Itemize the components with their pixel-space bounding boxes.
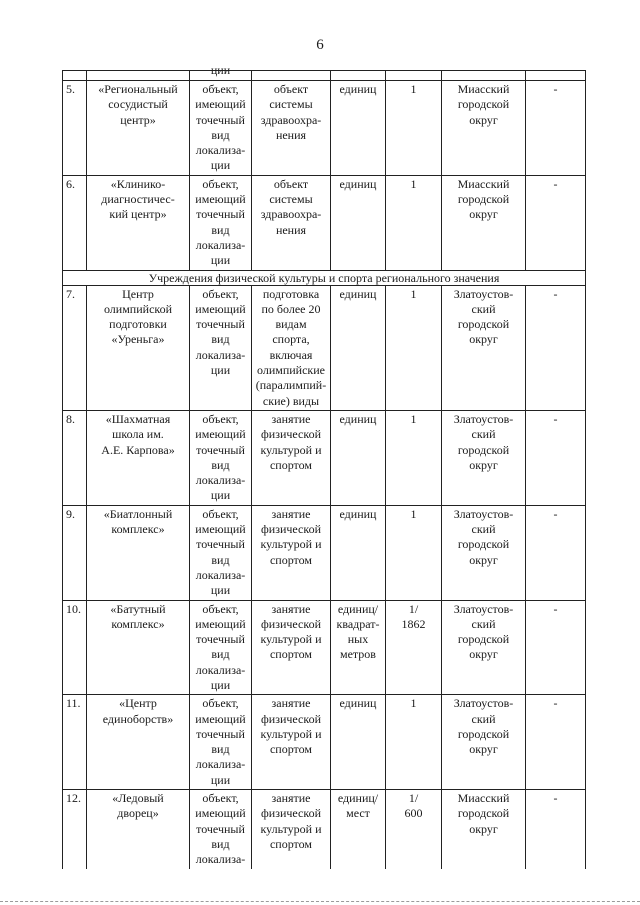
cell-type: объект, имеющий точечный вид локализа- ции xyxy=(190,285,252,410)
cell-type: объект, имеющий точечный вид локализа- xyxy=(190,790,252,869)
cell-location: Златоустов- ский городской округ xyxy=(442,410,526,505)
cell-unit: единиц xyxy=(331,505,386,600)
table-row xyxy=(63,505,586,600)
cell-unit: единиц xyxy=(331,175,386,270)
objects-table xyxy=(62,63,586,869)
cell-name: «Шахматная школа им. А.Е. Карпова» xyxy=(87,410,190,505)
cell-qty: 1 xyxy=(386,505,442,600)
cell-zone: - xyxy=(526,81,586,176)
cell-num: 10. xyxy=(63,600,87,695)
cell-location: Златоустов- ский городской округ xyxy=(442,600,526,695)
cell-purpose: объект системы здравоохра- нения xyxy=(252,175,331,270)
table-row xyxy=(63,695,586,790)
cell-zone xyxy=(526,71,586,81)
cell-qty: 1 xyxy=(386,175,442,270)
cell-location: Миасский городской округ xyxy=(442,175,526,270)
cell-zone: - xyxy=(526,175,586,270)
cell-num: 11. xyxy=(63,695,87,790)
cell-zone: - xyxy=(526,505,586,600)
cell-location: Златоустов- ский городской округ xyxy=(442,285,526,410)
page-number: 6 xyxy=(316,37,324,53)
cell-qty: 1/ 1862 xyxy=(386,600,442,695)
cell-qty: 1 xyxy=(386,285,442,410)
cell-unit: единиц/ мест xyxy=(331,790,386,869)
cell-purpose: объект системы здравоохра- нения xyxy=(252,81,331,176)
cell-purpose: занятие физической культурой и спортом xyxy=(252,695,331,790)
cell-qty xyxy=(386,71,442,81)
cell-zone: - xyxy=(526,285,586,410)
continuation-row xyxy=(63,71,586,81)
cell-location: Златоустов- ский городской округ xyxy=(442,695,526,790)
cell-unit: единиц xyxy=(331,81,386,176)
cell-type: объект, имеющий точечный вид локализа- ции xyxy=(190,600,252,695)
cell-purpose: занятие физической культурой и спортом xyxy=(252,410,331,505)
table-row xyxy=(63,600,586,695)
table-body xyxy=(63,63,586,869)
cell-purpose: подготовка по более 20 видам спорта, включая олимпийские (паралимпий- ские) виды xyxy=(252,285,331,410)
cell-type: объект, имеющий точечный вид локализа- ции xyxy=(190,505,252,600)
cell-unit xyxy=(331,71,386,81)
cell-location xyxy=(442,71,526,81)
scan-edge-line xyxy=(0,901,640,902)
cell-unit: единиц xyxy=(331,285,386,410)
cell-type: объект, имеющий точечный вид локализа- ции xyxy=(190,410,252,505)
cell-name: «Батутный комплекс» xyxy=(87,600,190,695)
cell-num: 5. xyxy=(63,81,87,176)
cell-location: Миасский городской округ xyxy=(442,790,526,869)
cell-num: 8. xyxy=(63,410,87,505)
cell-purpose: занятие физической культурой и спортом xyxy=(252,505,331,600)
table-row xyxy=(63,790,586,869)
cell-qty: 1 xyxy=(386,81,442,176)
cell-num xyxy=(63,71,87,81)
cell-num: 9. xyxy=(63,505,87,600)
cell-num: 12. xyxy=(63,790,87,869)
cell-qty: 1 xyxy=(386,695,442,790)
section-title: Учреждения физической культуры и спорта регионального значения xyxy=(63,270,586,285)
cell-name: «Ледовый дворец» xyxy=(87,790,190,869)
cell-zone: - xyxy=(526,600,586,695)
cell-purpose: занятие физической культурой и спортом xyxy=(252,600,331,695)
cell-location: Златоустов- ский городской округ xyxy=(442,505,526,600)
cell-unit: единиц/ квадрат- ных метров xyxy=(331,600,386,695)
cell-type: объект, имеющий точечный вид локализа- ции xyxy=(190,81,252,176)
continuation-text: ции xyxy=(210,63,231,77)
cell-name: «Региональный сосудистый центр» xyxy=(87,81,190,176)
cell-zone: - xyxy=(526,695,586,790)
cell-purpose: занятие физической культурой и спортом xyxy=(252,790,331,869)
cell-qty: 1 xyxy=(386,410,442,505)
cell-location: Миасский городской округ xyxy=(442,81,526,176)
cell-qty: 1/ 600 xyxy=(386,790,442,869)
cell-type xyxy=(190,63,252,81)
cell-type: объект, имеющий точечный вид локализа- ции xyxy=(190,175,252,270)
cell-name: «Биатлонный комплекс» xyxy=(87,505,190,600)
cell-zone: - xyxy=(526,410,586,505)
cell-unit: единиц xyxy=(331,410,386,505)
cell-name: Центр олимпийской подготовки «Уреньга» xyxy=(87,285,190,410)
section-row xyxy=(63,270,586,285)
cell-num: 7. xyxy=(63,285,87,410)
cell-type: объект, имеющий точечный вид локализа- ции xyxy=(190,695,252,790)
cell-name: «Клинико- диагностичес- кий центр» xyxy=(87,175,190,270)
table-row xyxy=(63,175,586,270)
table-row xyxy=(63,81,586,176)
cell-zone: - xyxy=(526,790,586,869)
table-row xyxy=(63,285,586,410)
table-row xyxy=(63,410,586,505)
cell-name: «Центр единоборств» xyxy=(87,695,190,790)
cell-purpose xyxy=(252,71,331,81)
cell-unit: единиц xyxy=(331,695,386,790)
cell-num: 6. xyxy=(63,175,87,270)
cell-name xyxy=(87,71,190,81)
